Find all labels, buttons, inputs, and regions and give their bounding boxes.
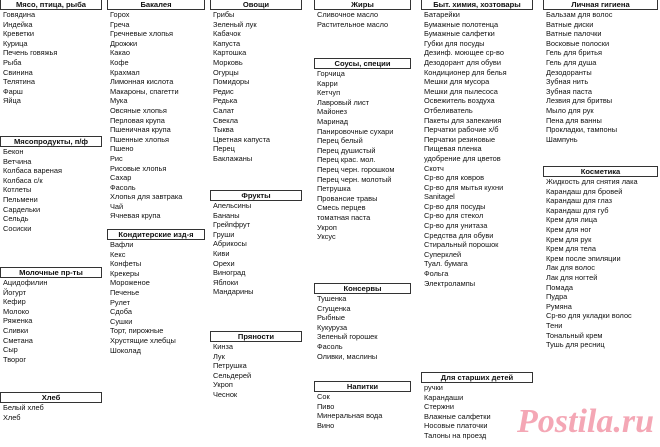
section-title: Для старших детей [421, 372, 533, 383]
list-item: Лак для волос [546, 263, 595, 273]
list-item: Шоколад [110, 345, 141, 355]
list-item: Шампунь [546, 134, 578, 144]
list-item: Скотч [424, 163, 444, 173]
list-item: Дрожжи [110, 38, 138, 48]
list-item: Ряженка [3, 316, 33, 326]
list-item: Оливки, маслины [317, 351, 378, 361]
list-item: Жидкость для снятия лака [546, 177, 638, 186]
section-title: Напитки [314, 381, 411, 392]
list-item: Баклажаны [213, 153, 253, 163]
list-item: Бекон [3, 147, 24, 156]
list-item: Бананы [213, 210, 240, 220]
list-item: Талоны на проезд [424, 430, 487, 440]
list-item: Освежитель воздуха [424, 96, 495, 106]
list-item: Крем после эпиляции [546, 253, 621, 263]
list-item: Мороженое [110, 278, 150, 288]
list-item: Ацидофилин [3, 278, 48, 287]
list-item: Кабачок [213, 29, 241, 39]
list-item: Дезодорант для обуви [424, 57, 501, 67]
list-item: Лимонная кислота [110, 77, 174, 87]
list-item: Перчатки резиновые [424, 134, 496, 144]
list-item: Сметана [3, 335, 33, 345]
list-item: Апельсины [213, 201, 252, 210]
list-item: Колбаса вареная [3, 166, 62, 176]
list-item: Ватные палочки [546, 29, 602, 39]
list-item: Виноград [213, 268, 246, 278]
list-item: Чеснок [213, 389, 238, 399]
list-item: Помада [546, 282, 574, 292]
list-item: Кекс [110, 249, 126, 259]
list-item: Ср-во для ковров [424, 173, 485, 183]
list-item: Фарш [3, 86, 23, 96]
list-item: Йогурт [3, 287, 27, 297]
item-list [210, 201, 302, 297]
list-item: Гель для бритья [546, 48, 602, 58]
section-drinks [314, 381, 411, 430]
section-hygiene [543, 0, 658, 144]
list-item: Вафли [110, 240, 134, 249]
list-item: Рыбные [317, 313, 345, 323]
list-item: Сельдерей [213, 370, 252, 380]
list-item: Ватные диски [546, 19, 594, 29]
list-item: Перец черн. горошком [317, 164, 395, 174]
list-item: Помидоры [213, 77, 250, 87]
list-item: Дезодоранты [546, 67, 592, 77]
list-item: Яйца [3, 96, 21, 106]
list-item: Прокладки, тампоны [546, 125, 618, 135]
list-item: Перец [213, 144, 235, 154]
section-title: Личная гигиена [543, 0, 658, 10]
list-item: Перец белый [317, 136, 363, 146]
list-item: Носовые платочки [424, 421, 488, 431]
section-confectionery [107, 229, 205, 355]
list-item: Майонез [317, 107, 348, 117]
list-item: Крекеры [110, 268, 140, 278]
list-item: Туал. бумага [424, 259, 468, 269]
list-item: Карандаш для губ [546, 205, 609, 215]
list-item: Тушь для ресниц [546, 340, 605, 350]
list-item: Морковь [213, 57, 243, 67]
list-item: Молоко [3, 306, 30, 316]
section-canned [314, 283, 411, 361]
list-item: Перец крас. мол. [317, 155, 376, 165]
list-item: Восковые полоски [546, 38, 610, 48]
list-item: Бумажные полотенца [424, 19, 499, 29]
list-item: Sanitagel [424, 192, 455, 202]
list-item: Сливочное масло [317, 10, 379, 19]
list-item: Крем для ног [546, 224, 592, 234]
section-title: Овощи [210, 0, 302, 10]
list-item: Пшеничная крупа [110, 125, 171, 135]
list-item: Тени [546, 320, 563, 330]
list-item: Крахмал [110, 67, 140, 77]
list-item: Редька [213, 96, 238, 106]
list-item: Кефир [3, 297, 26, 307]
list-item: Батарейки [424, 10, 460, 19]
section-title: Жиры [314, 0, 411, 10]
list-item: Картошка [213, 48, 247, 58]
item-list [210, 342, 302, 400]
list-item: Сардельки [3, 204, 41, 214]
list-item: Электролампы [424, 278, 476, 288]
list-item: Растительное масло [317, 19, 389, 29]
section-title: Соусы, специи [314, 58, 411, 69]
list-item: Ср-во для укладки волос [546, 311, 632, 321]
list-item: Пшено [110, 144, 134, 154]
list-item: Хрустящие хлебцы [110, 335, 176, 345]
list-item: Творог [3, 354, 27, 364]
list-item: Вино [317, 420, 335, 430]
list-item: Тыква [213, 125, 234, 135]
list-item: Пакеты для запекания [424, 115, 502, 125]
section-title: Косметика [543, 166, 658, 177]
item-list [0, 403, 102, 422]
item-list [0, 147, 102, 233]
list-item: Хлопья для завтрака [110, 192, 183, 202]
list-item: Мешки для пылесоса [424, 86, 498, 96]
section-fruits [210, 190, 302, 297]
item-list [107, 240, 205, 355]
list-item: Перец душистый [317, 145, 376, 155]
list-item: Рыба [3, 57, 22, 67]
item-list [421, 10, 533, 288]
list-item: ручки [424, 383, 443, 392]
list-item: Крем для лица [546, 215, 598, 225]
list-item: Грибы [213, 10, 235, 19]
list-item: Пельмени [3, 194, 38, 204]
list-item: Карандаш для бровей [546, 186, 623, 196]
list-item: Горчица [317, 69, 345, 78]
list-item: Фольга [424, 269, 449, 279]
list-item: Мандарины [213, 287, 254, 297]
watermark-logo: Postila.ru [517, 403, 654, 440]
list-item: Перец черн. молотый [317, 174, 392, 184]
list-item: Сельдь [3, 214, 29, 224]
list-item: Тушенка [317, 294, 347, 303]
list-item: Мыло для рук [546, 105, 594, 115]
section-title: Фрукты [210, 190, 302, 201]
list-item: Торт, пирожные [110, 326, 164, 336]
list-item: Горох [110, 10, 130, 19]
section-grocery [107, 0, 205, 221]
list-item: Чай [110, 201, 124, 211]
item-list [314, 294, 411, 361]
list-item: Пудра [546, 292, 568, 302]
list-item: томатная паста [317, 212, 371, 222]
list-item: Минеральная вода [317, 411, 383, 421]
item-list [0, 278, 102, 364]
list-item: Стиральный порошок [424, 240, 499, 250]
list-item: Сахар [110, 173, 132, 183]
list-item: Перловая крупа [110, 115, 165, 125]
list-item: Рисовые хлопья [110, 163, 167, 173]
list-item: Креветки [3, 29, 34, 39]
list-item: Греча [110, 19, 130, 29]
list-item: Груши [213, 229, 235, 239]
list-item: Хлеб [3, 412, 21, 422]
list-item: Абрикосы [213, 239, 247, 249]
section-title: Бакалея [107, 0, 205, 10]
list-item: Зеленый горошек [317, 332, 378, 342]
list-item: Гречневые хлопья [110, 29, 174, 39]
list-item: Карри [317, 78, 338, 88]
list-item: Пищевая пленка [424, 144, 482, 154]
list-item: Сливки [3, 325, 29, 335]
list-item: Котлеты [3, 185, 32, 195]
list-item: Крем для рук [546, 234, 592, 244]
section-spices [210, 331, 302, 400]
list-item: Кинза [213, 342, 234, 351]
section-title: Пряности [210, 331, 302, 342]
list-item: Лавровый лист [317, 97, 370, 107]
section-title: Молочные пр-ты [0, 267, 102, 278]
list-item: Макароны, спагетти [110, 86, 179, 96]
list-item: Курица [3, 38, 28, 48]
list-item: Карандаш для глаз [546, 196, 613, 206]
list-item: Пшенные хлопья [110, 134, 170, 144]
section-sauces [314, 58, 411, 242]
list-item: Пена для ванны [546, 115, 602, 125]
item-list [543, 177, 658, 350]
list-item: Уксус [317, 232, 336, 242]
list-item: Средства для обуви [424, 230, 494, 240]
section-meat-products [0, 136, 102, 233]
list-item: Рулет [110, 297, 131, 307]
list-item: Влажные салфетки [424, 411, 491, 421]
item-list [314, 10, 411, 29]
list-item: Укроп [213, 380, 233, 390]
list-item: Румяна [546, 301, 572, 311]
list-item: Орехи [213, 258, 235, 268]
section-cosmetics [543, 166, 658, 350]
list-item: Ср-во для мытья кухни [424, 182, 504, 192]
list-item: Ср-во для унитаза [424, 221, 488, 231]
list-item: Сушки [110, 316, 133, 326]
list-item: Овсяные хлопья [110, 105, 167, 115]
list-item: Печень говяжья [3, 48, 58, 58]
section-title: Быт. химия, хозтовары [421, 0, 533, 10]
list-item: Сосиски [3, 223, 32, 233]
list-item: Бальзам для волос [546, 10, 613, 19]
list-item: Кофе [110, 57, 129, 67]
list-item: Ср-во для стекол [424, 211, 484, 221]
list-item: Мешки для мусора [424, 77, 490, 87]
section-dairy [0, 267, 102, 364]
list-item: Конфеты [110, 259, 142, 269]
list-item: Суперклей [424, 249, 462, 259]
list-item: Цветная капуста [213, 134, 271, 144]
item-list [314, 392, 411, 430]
section-title: Мясопродукты, п/ф [0, 136, 102, 147]
list-item: Маринад [317, 116, 349, 126]
list-item: Крем для тела [546, 244, 596, 254]
list-item: Панировочные сухари [317, 126, 394, 136]
list-item: Телятина [3, 77, 35, 87]
list-item: Карандаши [424, 392, 464, 402]
list-item: Ср-во для посуды [424, 201, 486, 211]
list-item: Стержни [424, 402, 455, 412]
list-item: Сыр [3, 345, 18, 355]
list-item: Лук [213, 351, 225, 361]
list-item: Свинина [3, 67, 33, 77]
list-item: Говядина [3, 10, 36, 19]
item-list [314, 69, 411, 242]
list-item: Петрушка [317, 184, 351, 194]
section-meat [0, 0, 102, 106]
list-item: Смесь перцев [317, 203, 366, 213]
list-item: Зубная нить [546, 77, 589, 87]
list-item: Сдоба [110, 307, 132, 317]
item-list [210, 10, 302, 164]
list-item: Какао [110, 48, 131, 58]
list-item: Капуста [213, 38, 241, 48]
list-item: Белый хлеб [3, 403, 44, 412]
list-item: Огурцы [213, 67, 239, 77]
list-item: Ячневая крупа [110, 211, 161, 221]
list-item: Отбеливатель [424, 105, 473, 115]
list-item: Свекла [213, 115, 239, 125]
section-household [421, 0, 533, 288]
list-item: Лак для ногтей [546, 272, 598, 282]
list-item: Провансие травы [317, 193, 378, 203]
list-item: Дезинф. моющее ср-во [424, 48, 504, 58]
section-fats [314, 0, 411, 29]
list-item: Фасоль [110, 182, 136, 192]
list-item: Редис [213, 86, 234, 96]
section-title: Хлеб [0, 392, 102, 403]
list-item: удобрение для цветов [424, 153, 501, 163]
list-item: Зеленый лук [213, 19, 257, 29]
list-item: Пиво [317, 401, 335, 411]
section-bread [0, 392, 102, 422]
list-item: Кондиционер для белья [424, 67, 507, 77]
section-title: Кондитерские изд-я [107, 229, 205, 240]
list-item: Перчатки рабочие х/б [424, 125, 499, 135]
item-list [543, 10, 658, 144]
list-item: Укроп [317, 222, 337, 232]
list-item: Печенье [110, 287, 140, 297]
list-item: Сок [317, 392, 330, 401]
list-item: Кетчуп [317, 88, 341, 98]
list-item: Грейпфрут [213, 220, 251, 230]
list-item: Губки для посуды [424, 38, 485, 48]
list-item: Ветчина [3, 156, 32, 166]
list-item: Петрушка [213, 361, 247, 371]
section-title: Консервы [314, 283, 411, 294]
section-vegetables [210, 0, 302, 164]
list-item: Фасоль [317, 341, 343, 351]
list-item: Гель для душа [546, 57, 597, 67]
list-item: Киви [213, 248, 230, 258]
list-item: Мука [110, 96, 128, 106]
item-list [107, 10, 205, 221]
list-item: Кукуруза [317, 322, 348, 332]
item-list [0, 10, 102, 106]
list-item: Лезвия для бритвы [546, 96, 613, 106]
list-item: Бумажные салфетки [424, 29, 495, 39]
list-item: Колбаса с/к [3, 175, 43, 185]
list-item: Тональный крем [546, 330, 603, 340]
list-item: Сгущенка [317, 303, 351, 313]
list-item: Салат [213, 105, 235, 115]
section-title: Мясо, птица, рыба [0, 0, 102, 10]
list-item: Индейка [3, 19, 33, 29]
list-item: Зубная паста [546, 86, 592, 96]
list-item: Яблоки [213, 277, 239, 287]
list-item: Рис [110, 153, 123, 163]
